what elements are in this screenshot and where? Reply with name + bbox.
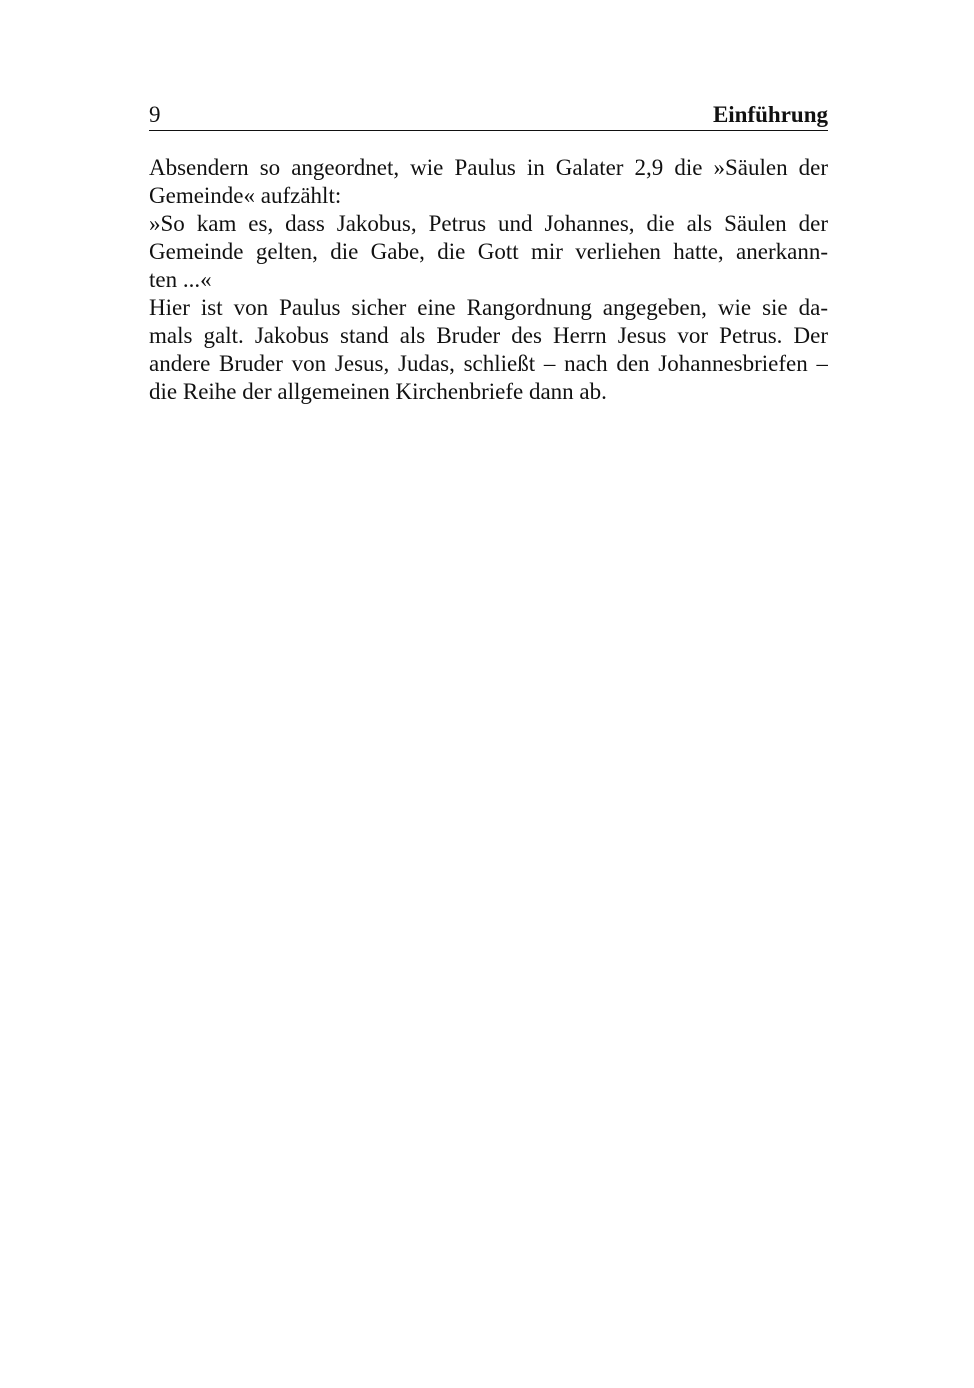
page-number: 9 [149, 102, 161, 127]
text-line: »So kam es, dass Jakobus, Petrus und Johannes, die als Säulen der [149, 211, 828, 236]
text-line: Gemeinde gelten, die Gabe, die Gott mir verliehen hatte, anerkann- [149, 239, 828, 264]
text-line: ten ...« [149, 267, 212, 292]
body-text [149, 154, 828, 406]
running-title: Einführung [712, 102, 828, 127]
text-line: Absendern so angeordnet, wie Paulus in Galater 2,9 die »Säulen der [149, 155, 828, 180]
text-line: die Reihe der allgemeinen Kirchenbriefe dann ab. [149, 379, 607, 404]
text-line: Hier ist von Paulus sicher eine Rangordnung angegeben, wie sie da- [149, 295, 828, 320]
text-line: Gemeinde« aufzählt: [149, 183, 342, 208]
running-header [149, 100, 828, 131]
text-line: andere Bruder von Jesus, Judas, schließt – nach den Johannesbriefen – [149, 351, 828, 376]
text-line: mals galt. Jakobus stand als Bruder des Herrn Jesus vor Petrus. Der [149, 323, 828, 348]
